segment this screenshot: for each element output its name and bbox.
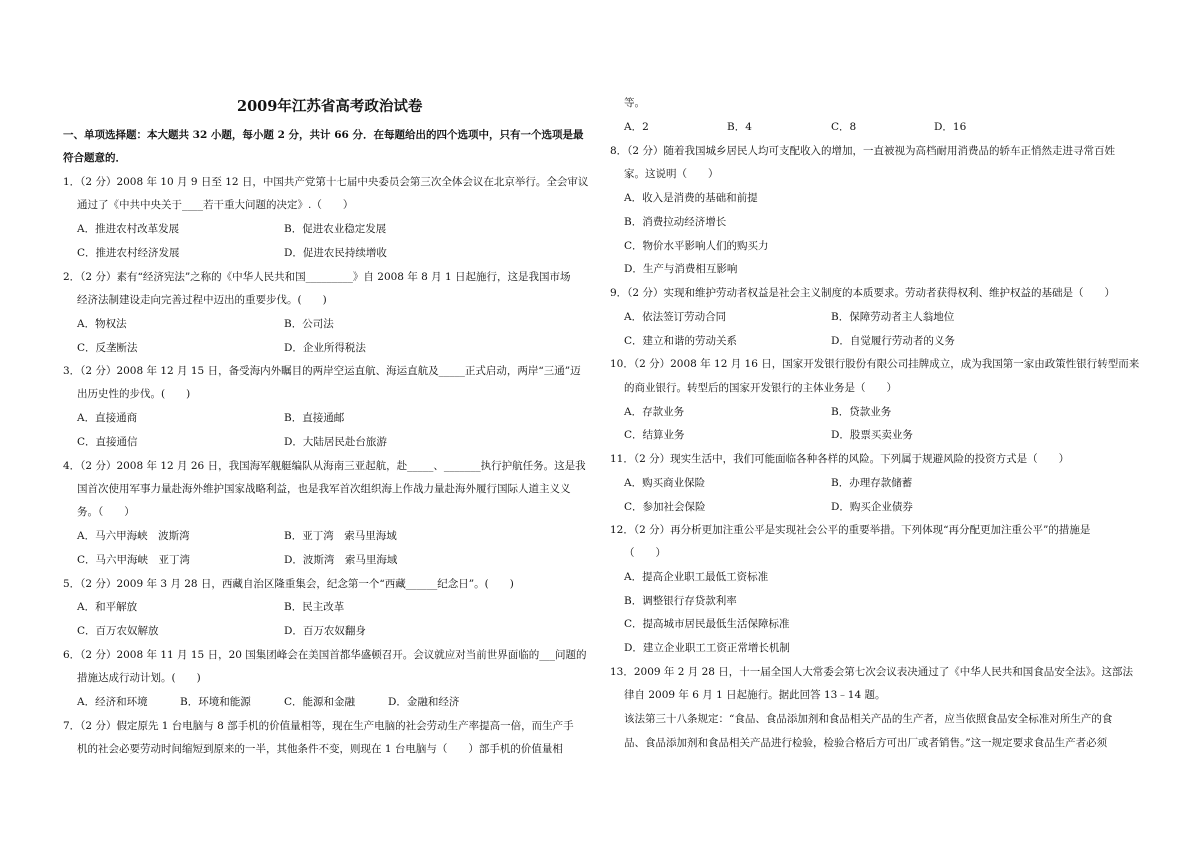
- q3-option-b[interactable]: B．直接通邮: [284, 412, 345, 424]
- q2-option-d[interactable]: D．企业所得税法: [284, 342, 366, 354]
- page-title: 2009年江苏省高考政治试卷: [237, 98, 423, 115]
- q5-option-b[interactable]: B．民主改革: [284, 601, 345, 613]
- q6-option-b[interactable]: B．环境和能源: [180, 696, 251, 708]
- q11-option-c[interactable]: C．参加社会保险: [624, 501, 706, 513]
- q11-option-d[interactable]: D．购买企业债券: [831, 501, 913, 513]
- q11-option-a[interactable]: A．购买商业保险: [624, 477, 706, 489]
- question-1: 1．（2 分）2008 年 10 月 9 日至 12 日，中国共产党第十七届中央委员会第三次全体会议在北京举行。全会审议: [63, 176, 589, 188]
- question-3: 3．（2 分）2008 年 12 月 15 日，备受海内外瞩目的两岸空运直航、海运直航及_____正式启动，两岸“三通”迈: [63, 365, 581, 377]
- question-5: 5．（2 分）2009 年 3 月 28 日，西藏自治区隆重集会，纪念第一个“西藏______纪念日”。( ): [63, 578, 514, 590]
- q10-option-a[interactable]: A．存款业务: [624, 406, 685, 418]
- q10-option-b[interactable]: B．贷款业务: [831, 406, 892, 418]
- q9-option-c[interactable]: C．建立和谐的劳动关系: [624, 335, 738, 347]
- question-6: 6．（2 分）2008 年 11 月 15 日，20 国集团峰会在美国首都华盛顿召开。会议就应对当前世界面临的___问题的: [63, 649, 587, 661]
- q11-option-b[interactable]: B．办理存款储蓄: [831, 477, 913, 489]
- q7-option-b[interactable]: B．4: [727, 121, 752, 133]
- q9-option-d[interactable]: D．自觉履行劳动者的义务: [831, 335, 955, 347]
- q1-option-a[interactable]: A．推进农村改革发展: [77, 223, 180, 235]
- q3-option-d[interactable]: D．大陆居民赴台旅游: [284, 436, 387, 448]
- question-2-cont: 经济法制建设走向完善过程中迈出的重要步伐。( ): [77, 294, 327, 306]
- q1-option-b[interactable]: B．促进农业稳定发展: [284, 223, 387, 235]
- q5-option-c[interactable]: C．百万农奴解放: [77, 625, 159, 637]
- question-7-cont: 机的社会必要劳动时间缩短到原来的一半，其他条件不变，则现在 1 台电脑与（ ）部手机的价值量相: [77, 743, 563, 755]
- section-heading: 一、单项选择题：本大题共 32 小题，每小题 2 分，共计 66 分．在每题给出的四个选项中，只有一个选项是最: [63, 129, 584, 141]
- q6-option-d[interactable]: D．金融和经济: [388, 696, 460, 708]
- q2-option-a[interactable]: A．物权法: [77, 318, 127, 330]
- question-6-cont: 措施达成行动计划。( ): [77, 672, 201, 684]
- question-8-cont: 家。这说明（ ）: [624, 168, 719, 180]
- q10-option-c[interactable]: C．结算业务: [624, 429, 685, 441]
- q1-option-d[interactable]: D．促进农民持续增收: [284, 247, 387, 259]
- q4-option-b[interactable]: B．亚丁湾 索马里海域: [284, 530, 397, 542]
- question-12-cont: （ ）: [624, 547, 666, 559]
- question-4-cont2: 务。（ ）: [77, 506, 135, 518]
- q8-option-b[interactable]: B．消费拉动经济增长: [624, 216, 727, 228]
- question-7-cont2: 等。: [624, 97, 645, 109]
- q8-option-d[interactable]: D．生产与消费相互影响: [624, 263, 738, 275]
- question-4-cont: 国首次使用军事力量赴海外维护国家战略利益，也是我军首次组织海上作战力量赴海外履行国际人道主义义: [77, 483, 571, 495]
- q9-option-b[interactable]: B．保障劳动者主人翁地位: [831, 311, 955, 323]
- q6-option-c[interactable]: C．能源和金融: [284, 696, 356, 708]
- q6-option-a[interactable]: A．经济和环境: [77, 696, 148, 708]
- q4-option-a[interactable]: A．马六甲海峡 波斯湾: [77, 530, 190, 542]
- q5-option-a[interactable]: A．和平解放: [77, 601, 138, 613]
- q4-option-c[interactable]: C．马六甲海峡 亚丁湾: [77, 554, 191, 566]
- question-4: 4．（2 分）2008 年 12 月 26 日，我国海军舰艇编队从海南三亚起航，赴_____、_______执行护航任务。这是我: [63, 460, 586, 472]
- q9-option-a[interactable]: A．依法签订劳动合同: [624, 311, 727, 323]
- q12-option-a[interactable]: A．提高企业职工最低工资标准: [624, 571, 769, 583]
- question-3-cont: 出历史性的步伐。( ): [77, 388, 191, 400]
- question-12: 12．（2 分）再分析更加注重公平是实现社会公平的重要举措。下列体现“再分配更加注重公平”的措施是: [610, 524, 1091, 536]
- q3-option-c[interactable]: C．直接通信: [77, 436, 138, 448]
- q12-option-b[interactable]: B．调整银行存贷款利率: [624, 595, 737, 607]
- q7-option-c[interactable]: C．8: [831, 121, 857, 133]
- question-13-passage-cont: 品、食品添加剂和食品相关产品进行检验，检验合格后方可出厂或者销售。”这一规定要求食品生产者必须: [624, 737, 1108, 749]
- q12-option-c[interactable]: C．提高城市居民最低生活保障标准: [624, 618, 790, 630]
- q8-option-c[interactable]: C．物价水平影响人们的购买力: [624, 240, 769, 252]
- question-10: 10．（2 分）2008 年 12 月 16 日，国家开发银行股份有限公司挂牌成立，成为我国第一家由政策性银行转型而来: [610, 358, 1140, 370]
- question-10-cont: 的商业银行。转型后的国家开发银行的主体业务是（ ）: [624, 382, 897, 394]
- q8-option-a[interactable]: A．收入是消费的基础和前提: [624, 192, 758, 204]
- question-7: 7．（2 分）假定原先 1 台电脑与 8 部手机的价值量相等，现在生产电脑的社会劳动生产率提高一倍，而生产手: [63, 720, 574, 732]
- q5-option-d[interactable]: D．百万农奴翻身: [284, 625, 366, 637]
- question-13: 13．2009 年 2 月 28 日，十一届全国人大常委会第七次会议表决通过了《中华人民共和国食品安全法》。这部法: [610, 666, 1134, 678]
- q7-option-a[interactable]: A．2: [624, 121, 649, 133]
- q12-option-d[interactable]: D．建立企业职工工资正常增长机制: [624, 642, 790, 654]
- question-2: 2．（2 分）素有“经济宪法”之称的《中华人民共和国_________》自 2008 年 8 月 1 日起施行，这是我国市场: [63, 271, 571, 283]
- question-8: 8．（2 分）随着我国城乡居民人均可支配收入的增加，一直被视为高档耐用消费品的轿车正悄然走进寻常百姓: [610, 145, 1115, 157]
- question-1-cont: 通过了《中共中央关于____若干重大问题的决定》.（ ）: [77, 199, 354, 211]
- q3-option-a[interactable]: A．直接通商: [77, 412, 138, 424]
- section-heading-cont: 符合题意的．: [63, 152, 126, 164]
- question-9: 9．（2 分）实现和维护劳动者权益是社会主义制度的本质要求。劳动者获得权利、维护权益的基础是（ ）: [610, 287, 1115, 299]
- q7-option-d[interactable]: D．16: [934, 121, 967, 133]
- q4-option-d[interactable]: D．波斯湾 索马里海域: [284, 554, 398, 566]
- q2-option-c[interactable]: C．反垄断法: [77, 342, 138, 354]
- question-13-cont: 律自 2009 年 6 月 1 日起施行。据此回答 13﹣14 题。: [624, 689, 886, 701]
- question-11: 11．（2 分）现实生活中，我们可能面临各种各样的风险。下列属于规避风险的投资方式是（ ）: [610, 453, 1070, 465]
- q2-option-b[interactable]: B．公司法: [284, 318, 334, 330]
- question-13-passage: 该法第三十八条规定：“食品、食品添加剂和食品相关产品的生产者，应当依照食品安全标准对所生产的食: [624, 713, 1113, 725]
- q10-option-d[interactable]: D．股票买卖业务: [831, 429, 913, 441]
- q1-option-c[interactable]: C．推进农村经济发展: [77, 247, 180, 259]
